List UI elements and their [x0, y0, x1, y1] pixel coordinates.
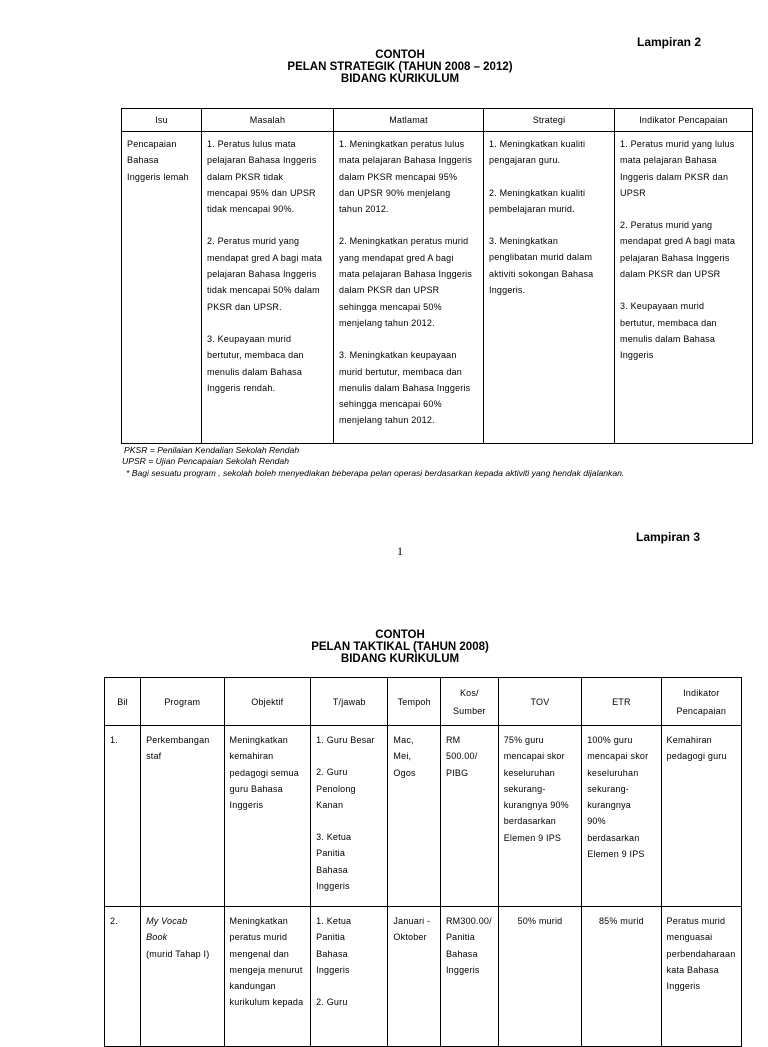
tempoh-cell — [388, 726, 441, 907]
indikator-cell — [615, 132, 753, 444]
etr-text: 100% guru mencapai skor keseluruhan sekurang- kurangnya 90% berdasarkan Elemen 9 IPS — [587, 735, 649, 860]
indikator-text: Kemahiran pedagogi guru — [666, 735, 727, 762]
masalah-item: 2. Peratus murid yang mendapat gred A bagi mata pelajaran Bahasa Inggeris tidak mencapai 50% dalam PKSR dan UPSR. — [207, 236, 323, 312]
indikator-item: 1. Peratus murid yang lulus mata pelajaran Bahasa Inggeris dalam PKSR dan UPSR — [620, 139, 735, 198]
column-header: Bil — [105, 678, 141, 726]
footnote: * Bagi sesuatu program , sekolah boleh menyediakan beberapa pelan operasi berdasarkan kepada aktiviti yang hendak dijalankan. — [126, 468, 625, 478]
objektif-cell — [224, 726, 311, 907]
kos-cell — [440, 907, 498, 1047]
kos-text: RM300.00/ Panitia Bahasa Inggeris — [445, 916, 492, 975]
tjawab-item: 3. Ketua Panitia Bahasa Inggeris — [316, 832, 352, 892]
tov-text: 75% guru mencapai skor keseluruhan sekurang- kurangnya 90% berdasarkan Elemen 9 IPS — [503, 735, 569, 843]
tjawab-item: 2. Guru Penolong Kanan — [316, 767, 356, 810]
column-header: Isu — [122, 109, 202, 132]
tjawab-cell — [311, 907, 388, 1047]
title-line: BIDANG KURIKULUM — [340, 73, 460, 85]
column-header: T/jawab — [311, 678, 388, 726]
lampiran-2-label: Lampiran 2 — [637, 35, 702, 49]
bil-cell: 2. — [105, 907, 141, 1047]
indikator-text: Peratus murid menguasai perbendaharaan kata Bahasa Inggeris — [666, 916, 736, 992]
objektif-cell — [224, 907, 311, 1047]
column-header: Indikator Pencapaian — [615, 109, 753, 132]
page-number: 1 — [397, 544, 403, 558]
kos-text: RM 500.00/ PIBG — [445, 735, 478, 778]
program-cell — [141, 907, 224, 1047]
tempoh-text: Mac, Mei, Ogos — [393, 735, 416, 778]
matlamat-item: 1. Meningkatkan peratus lulus mata pelajaran Bahasa Inggeris dalam PKSR mencapai 95% dan UPSR 90% menjelang tahun 2012. — [339, 139, 473, 215]
title-line: CONTOH — [375, 49, 425, 61]
matlamat-cell — [334, 132, 484, 444]
etr-cell — [582, 907, 661, 1047]
strategi-item: 1. Meningkatkan kualiti pengajaran guru. — [489, 139, 586, 166]
column-header: Strategi — [484, 109, 615, 132]
isu-text: Pencapaian Bahasa Inggeris lemah — [127, 139, 189, 182]
column-header: Program — [141, 678, 224, 726]
table-header-row — [105, 678, 742, 726]
kos-cell — [440, 726, 498, 907]
strategic-plan-title — [0, 49, 768, 85]
column-header: Indikator Pencapaian — [661, 678, 741, 726]
isu-cell — [122, 132, 202, 444]
matlamat-item: 3. Meningkatkan keupayaan murid bertutur, membaca dan menulis dalam Bahasa Inggeris sehingga mencapai 60% menjelang tahun 2012. — [339, 350, 471, 426]
footnote: PKSR = Penilaian Kendalian Sekolah Rendah — [124, 445, 300, 455]
bil-cell: 1. — [105, 726, 141, 907]
title-line: CONTOH — [375, 629, 425, 641]
table-row — [105, 726, 742, 907]
strategi-item: 3. Meningkatkan penglibatan murid dalam aktiviti sokongan Bahasa Inggeris. — [489, 236, 594, 296]
program-text: Perkembangan staf — [146, 735, 210, 762]
objektif-text: Meningkatkan peratus murid mengenal dan mengeja menurut kandungan kurikulum kepada — [229, 916, 304, 1008]
etr-text: 85% murid — [598, 916, 644, 926]
tov-cell — [498, 726, 581, 907]
indikator-item: 2. Peratus murid yang mendapat gred A bagi mata pelajaran Bahasa Inggeris dalam PKSR dan UPSR — [620, 220, 736, 280]
column-header: Objektif — [224, 678, 311, 726]
lampiran-3-label: Lampiran 3 — [636, 530, 701, 544]
tjawab-item: 2. Guru — [316, 997, 348, 1008]
tjawab-item: 1. Guru Besar — [316, 735, 375, 745]
matlamat-item: 2. Meningkatkan peratus murid yang mendapat gred A bagi mata pelajaran Bahasa Inggeris dalam PKSR dan UPSR sehingga mencapai 50% menjelang tahun 2012. — [339, 236, 473, 328]
program-text: (murid Tahap I) — [146, 948, 210, 959]
tov-cell — [498, 907, 581, 1047]
column-header: Masalah — [202, 109, 334, 132]
program-title: My Vocab Book — [146, 916, 188, 943]
indikator-cell — [661, 726, 741, 907]
footnote: UPSR = Ujian Pencapaian Sekolah Rendah — [122, 456, 289, 466]
objektif-text: Meningkatkan kemahiran pedagogi semua guru Bahasa Inggeris — [229, 735, 299, 811]
tjawab-item: 1. Ketua Panitia Bahasa Inggeris — [316, 916, 352, 975]
etr-cell — [582, 726, 661, 907]
tjawab-cell — [311, 726, 388, 907]
column-header: Matlamat — [334, 109, 484, 132]
tactical-plan-title — [0, 629, 768, 665]
program-cell — [141, 726, 224, 907]
strategi-item: 2. Meningkatkan kualiti pembelajaran murid. — [489, 187, 586, 214]
indikator-item: 3. Keupayaan murid bertutur, membaca dan menulis dalam Bahasa Inggeris — [620, 301, 717, 361]
title-line: BIDANG KURIKULUM — [340, 653, 460, 665]
masalah-item: 1. Peratus lulus mata pelajaran Bahasa Inggeris dalam PKSR tidak mencapai 95% dan UPSR tidak mencapai 90%. — [207, 139, 317, 215]
table-row — [122, 132, 753, 444]
tactical-plan-table — [104, 677, 742, 1047]
column-header: ETR — [582, 678, 661, 726]
table-header-row — [122, 109, 753, 132]
indikator-cell — [661, 907, 741, 1047]
title-line: PELAN TAKTIKAL (TAHUN 2008) — [311, 641, 489, 653]
column-header: Kos/ Sumber — [440, 678, 498, 726]
masalah-item: 3. Keupayaan murid bertutur, membaca dan menulis dalam Bahasa Inggeris rendah. — [207, 333, 304, 393]
tempoh-text: Januari - Oktober — [393, 916, 431, 943]
tov-text: 50% murid — [517, 916, 563, 926]
column-header: TOV — [498, 678, 581, 726]
strategic-plan-table — [121, 108, 753, 444]
strategi-cell — [484, 132, 615, 444]
column-header: Tempoh — [388, 678, 441, 726]
table-row — [105, 907, 742, 1047]
title-line: PELAN STRATEGIK (TAHUN 2008 – 2012) — [287, 61, 513, 73]
masalah-cell — [202, 132, 334, 444]
tempoh-cell — [388, 907, 441, 1047]
